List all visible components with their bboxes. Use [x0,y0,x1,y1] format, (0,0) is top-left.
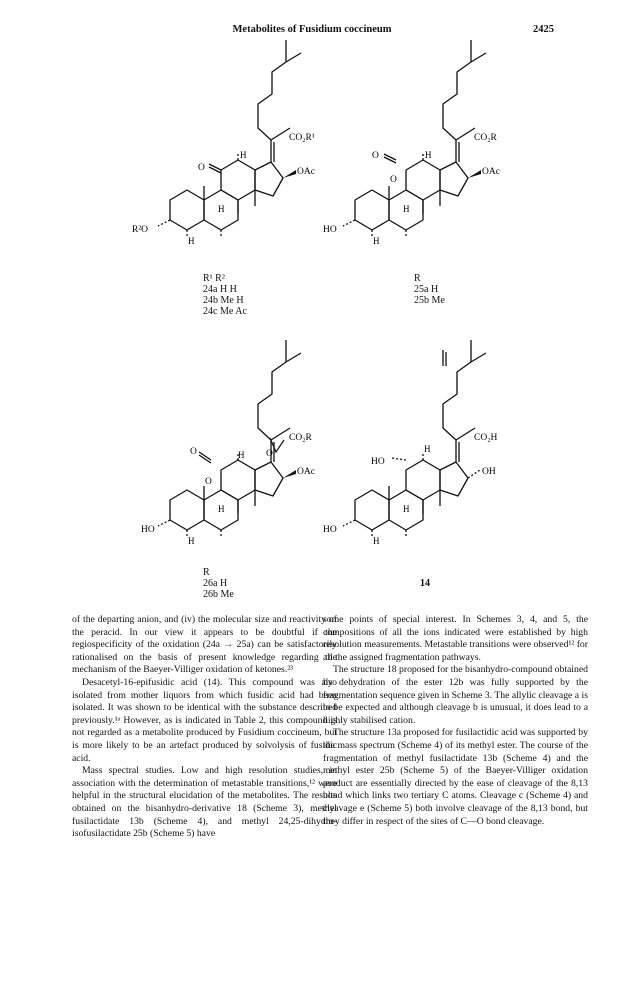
paragraph: Desacetyl-16-epifusidic acid (14). This compound was also isolated from mother liquors from which fusidic acid had been isolated. It was shown to be identical with the substance described previously.¹ᵃ However, as is indicated in Table 2, this compound is not regarded as a metabolite produced by Fusidium coccineum, but is more likely to be an artefact produced by solvolysis of fusidic acid. [72,676,337,764]
table-row: 26a H [203,578,228,589]
h-label: H [188,536,195,546]
structure-25 [323,40,500,246]
table-row: 24a H H [203,284,237,295]
ho-label: HO [323,525,337,535]
h-label: H [373,236,380,246]
paragraph: of the departing anion, and (iv) the molecular size and reactivity of the peracid. In our view it appears to be doubtful if the regiospecificity of the oxidation (24a → 25a) can be satisfactorily rationalised on the basis of present knowledge regarding the mechanism of the Baeyer-Villiger oxidation of ketones.²³ [72,614,337,676]
ho-label: HO [141,525,155,535]
structure-14 [323,340,498,546]
table-25 [414,273,445,306]
paragraph: some points of special interest. In Schemes 3, 4, and 5, the compositions of all the ions indicated were established by high resolution measurements. Metastable transitions were observed¹² for all the assigned fragmentation pathways. [323,614,588,663]
structure-26 [141,340,315,546]
table-26 [203,567,234,600]
lactone-o-label: O [372,151,379,161]
r2o-label: R²O [132,225,149,235]
co2r1-label: CO₂R¹ [289,133,315,143]
paragraph: The structure 13a proposed for fusilactidic acid was supported by the mass spectrum (Scheme 4) of its methyl ester. The course of the fragmentation of methyl fusilactidate 13b (Scheme 4) and the methyl ester 25b (Scheme 5) of the Baeyer-Villiger oxidation product are essentially directed by the ease of cleavage of the 8,13 bond which links two tertiary C atoms. Cleavage c (Scheme 4) and cleavage e (Scheme 5) both involve cleavage of the 8,13 bond, but they differ in respect of the sites of C—O bond cleavage. [323,727,588,827]
right-column [323,614,588,828]
h-label: H [373,536,380,546]
ho-label: HO [371,457,385,467]
ring-o-label: O [205,477,212,487]
table-row: 26b Me [203,589,234,600]
table-row: 25b Me [414,295,445,306]
page-number: 2425 [533,24,554,35]
h-label: H [403,204,410,214]
table-row: 24b Me H [203,295,244,306]
oac-label: OAc [297,467,315,477]
table-24 [203,273,247,317]
keto-o-label: O [198,163,205,173]
table-row: 24c Me Ac [203,306,247,317]
running-title: Metabolites of Fusidium coccineum [232,24,392,35]
table-row: 25a H [414,284,439,295]
epoxide-o-label: O [266,449,273,459]
oac-label: OAc [297,167,315,177]
oac-label: OAc [482,167,500,177]
co2r-label: CO₂R [474,133,497,143]
h-label: H [240,150,247,160]
h-label: H [403,504,410,514]
structure-24 [132,40,315,246]
co2h-label: CO₂H [474,433,498,443]
table-head: R¹ R² [203,273,225,284]
h-label: H [425,150,432,160]
left-column [72,614,337,841]
h-label: H [424,444,431,454]
co2r-label: CO₂R [289,433,312,443]
paragraph: Mass spectral studies. Low and high resolution studies, in association with the determination of metastable transitions,¹² were helpful in the structural elucidation of the metabolites. The results obtained on the bisanhydro-derivative 18 (Scheme 3), methyl fusilactidate 13b (Scheme 4), and methyl 24,25-dihydro-isofusilactidate 25b (Scheme 5) have [72,765,337,840]
table-head: R [203,567,210,578]
paragraph: The structure 18 proposed for the bisanhydro-compound obtained by dehydration of the ester 12b was fully supported by the fragmentation sequence given in Scheme 3. The allylic cleavage a is to be expected and although cleavage b is unusual, it does lead to a highly stabilised cation. [323,664,588,726]
oh-label: OH [482,467,496,477]
compound-14-number: 14 [420,578,430,589]
h-label: H [188,236,195,246]
lactone-o-label: O [190,447,197,457]
h-label: H [238,450,245,460]
ring-o-label: O [390,175,397,185]
h-label: H [218,504,225,514]
table-head: R [414,273,421,284]
ho-label: HO [323,225,337,235]
h-label: H [218,204,225,214]
